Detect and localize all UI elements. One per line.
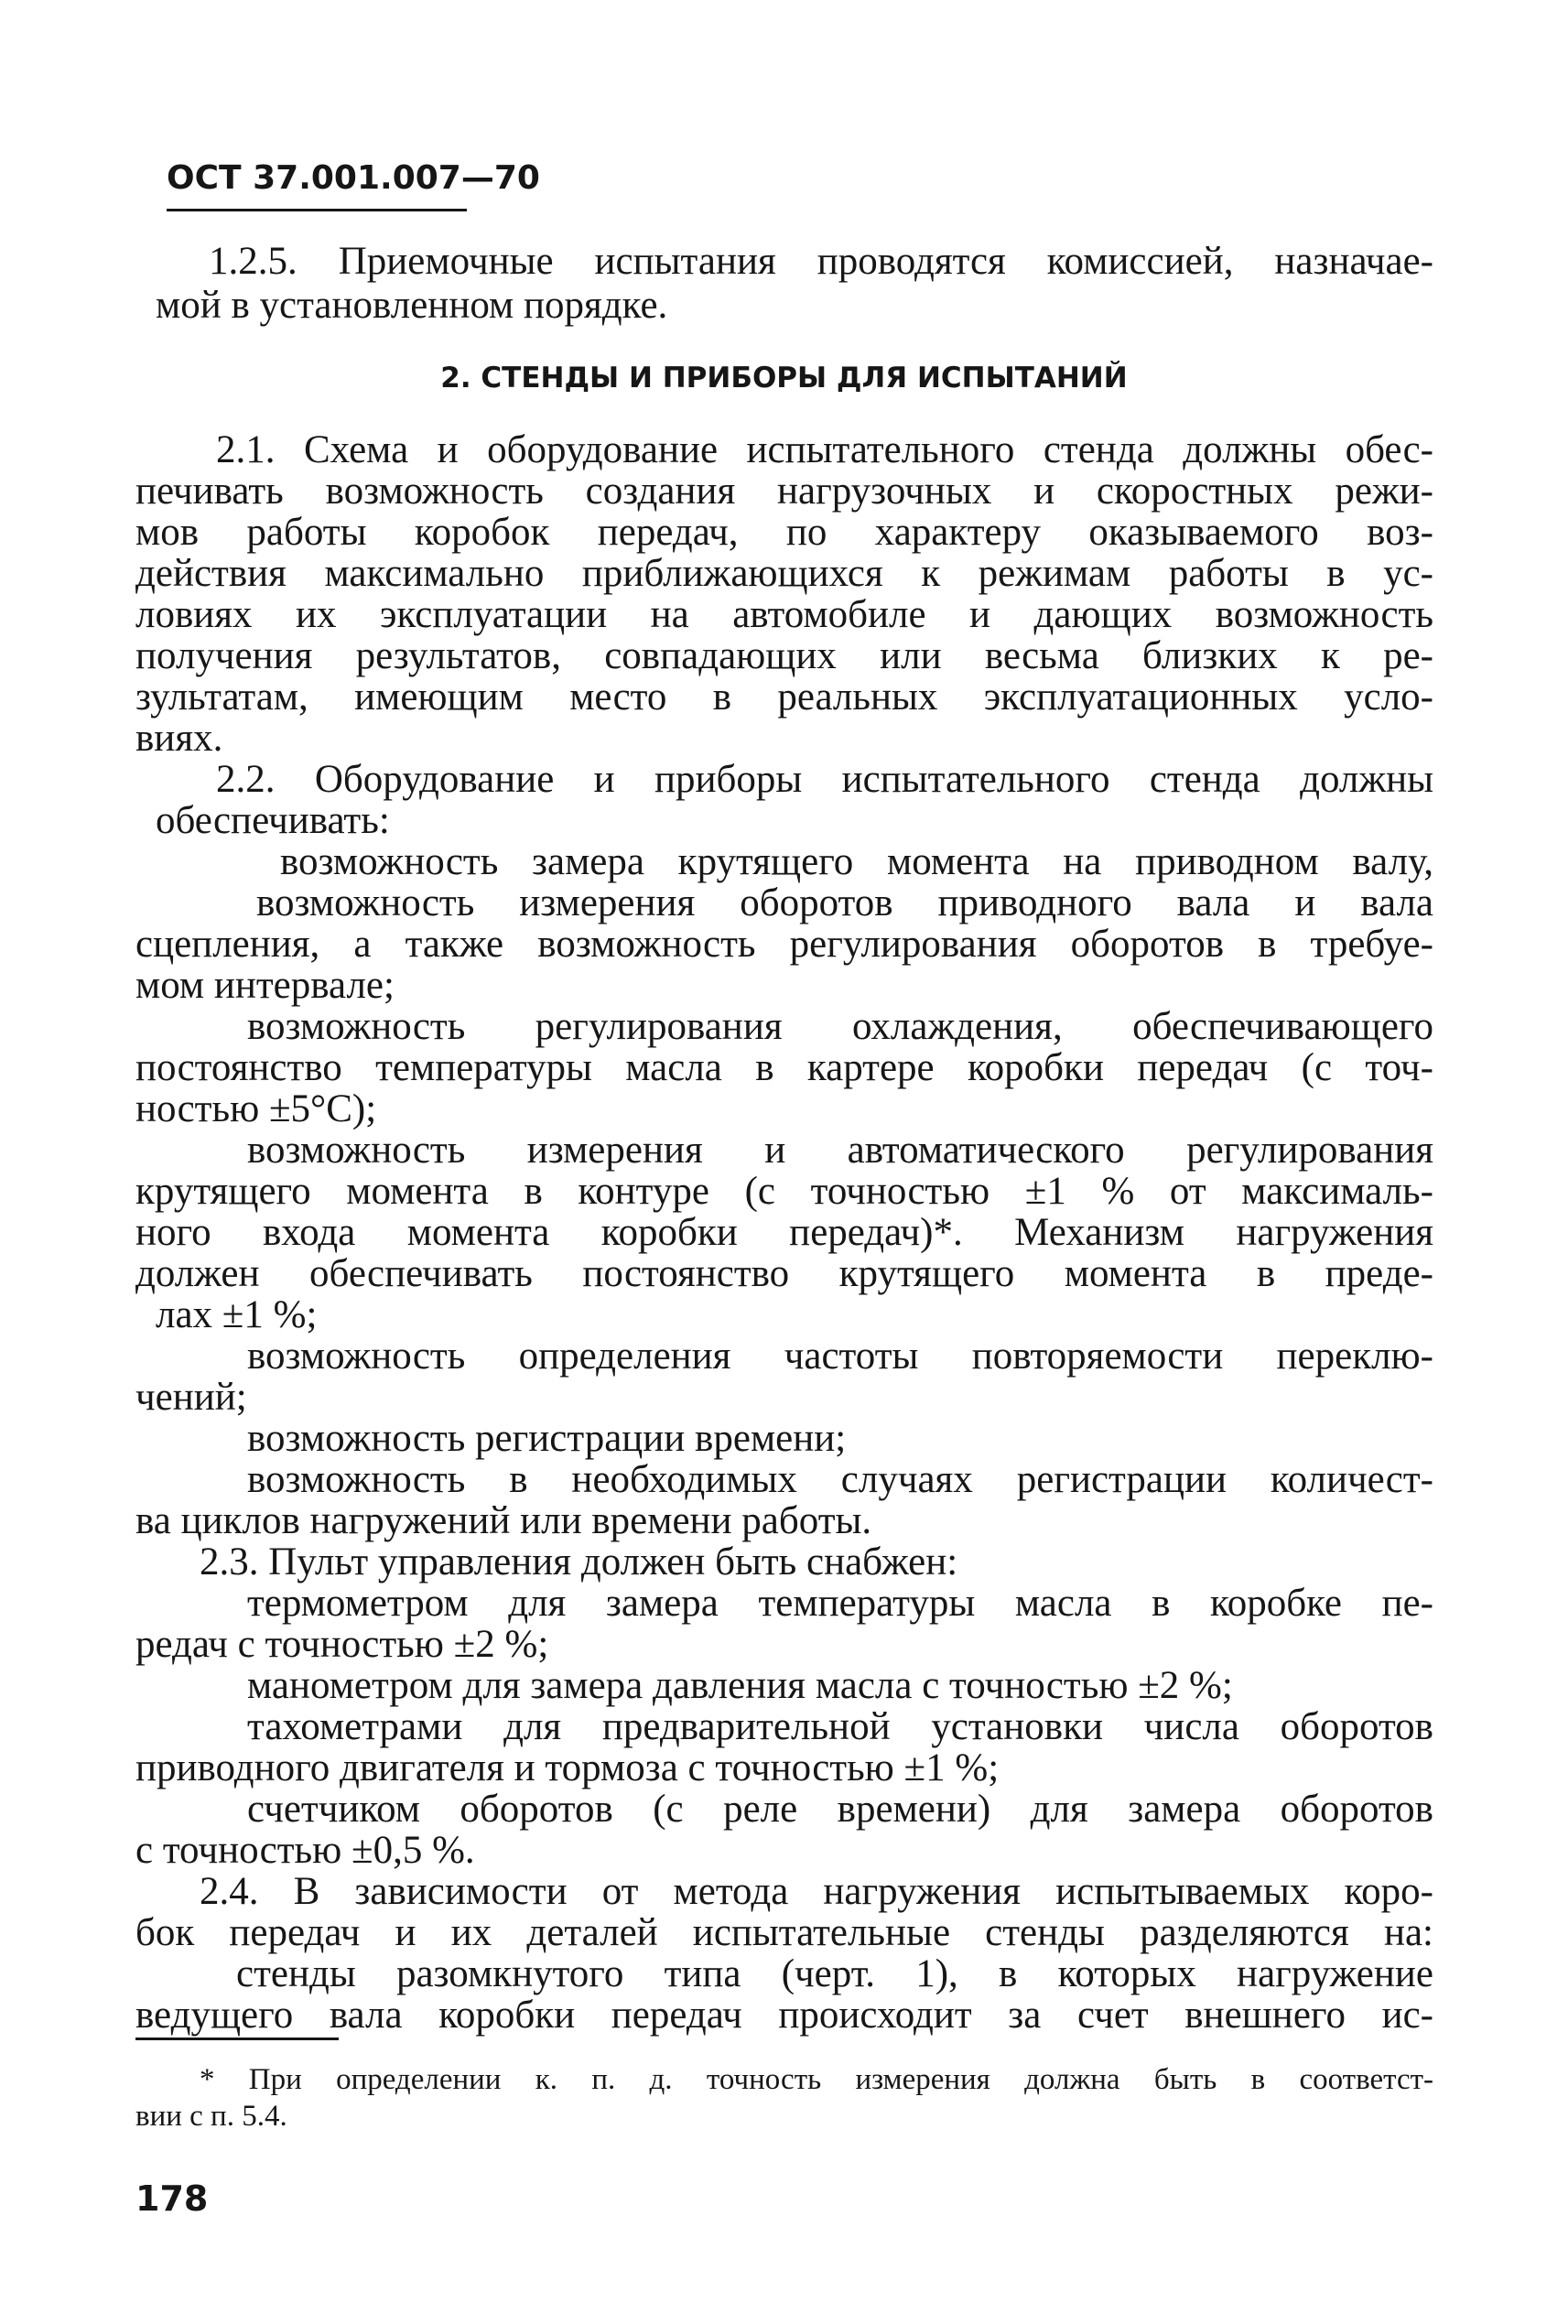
paragraph-line: постоянство температуры масла в картере коробки передач (с точ-	[135, 1046, 1433, 1089]
paragraph-line: бок передач и их деталей испытательные стенды разделяются на:	[135, 1911, 1433, 1954]
paragraph-line: 2.1. Схема и оборудование испытательного стенда должны обес-	[216, 428, 1433, 471]
standard-code-header: ОСТ 37.001.007—70	[167, 159, 540, 197]
paragraph-line: чений;	[135, 1376, 247, 1419]
paragraph-line: термометром для замера температуры масла в коробке пе-	[247, 1582, 1433, 1625]
paragraph-line: 2.4. В зависимости от метода нагружения испытываемых коро-	[200, 1870, 1433, 1913]
paragraph-line: мов работы коробок передач, по характеру оказываемого воз-	[135, 511, 1433, 554]
paragraph-line: возможность в необходимых случаях регистрации количест-	[247, 1458, 1433, 1501]
paragraph-line: 1.2.5. Приемочные испытания проводятся комиссией, назначае-	[209, 240, 1433, 283]
paragraph-line: обеспечивать:	[156, 799, 390, 842]
paragraph-line: сцепления, а также возможность регулирования оборотов в требуе-	[135, 923, 1433, 966]
paragraph-line: ностью ±5°C);	[135, 1087, 377, 1130]
paragraph-line: стенды разомкнутого типа (черт. 1), в которых нагружение	[236, 1952, 1433, 1995]
paragraph-line: тахометрами для предварительной установки числа оборотов	[247, 1705, 1433, 1748]
paragraph-line: печивать возможность создания нагрузочных и скоростных режи-	[135, 470, 1433, 513]
paragraph-line: приводного двигателя и тормоза с точностью ±1 %;	[135, 1746, 1000, 1789]
header-rule	[167, 209, 467, 211]
paragraph-line: мой в установленном порядке.	[156, 284, 668, 327]
page-number: 178	[135, 2178, 209, 2219]
paragraph-line: манометром для замера давления масла с точностью ±2 %;	[247, 1664, 1233, 1707]
paragraph-line: счетчиком оборотов (с реле времени) для замера оборотов	[247, 1788, 1433, 1831]
paragraph-line: получения результатов, совпадающих или весьма близких к ре-	[135, 634, 1433, 677]
paragraph-line: зультатам, имеющим место в реальных эксплуатационных усло-	[135, 676, 1433, 719]
section-heading: 2. СТЕНДЫ И ПРИБОРЫ ДЛЯ ИСПЫТАНИЙ	[440, 362, 1128, 395]
paragraph-line: редач с точностью ±2 %;	[135, 1623, 549, 1666]
paragraph-line: крутящего момента в контуре (с точностью ±1 % от максималь-	[135, 1170, 1433, 1213]
footnote-line: вии с п. 5.4.	[135, 2100, 287, 2133]
paragraph-line: мом интервале;	[135, 964, 395, 1007]
paragraph-line: ва циклов нагружений или времени работы.	[135, 1499, 872, 1542]
paragraph-line: возможность определения частоты повторяемости переклю-	[247, 1335, 1433, 1378]
paragraph-line: действия максимально приближающихся к режимам работы в ус-	[135, 552, 1433, 595]
paragraph-line: возможность регистрации времени;	[247, 1417, 847, 1460]
paragraph-line: виях.	[135, 717, 223, 760]
paragraph-line: 2.2. Оборудование и приборы испытательного стенда должны	[216, 758, 1433, 801]
paragraph-line: должен обеспечивать постоянство крутящего момента в преде-	[135, 1252, 1433, 1295]
paragraph-line: возможность измерения и автоматического регулирования	[247, 1129, 1433, 1172]
paragraph-line: ловиях их эксплуатации на автомобиле и дающих возможность	[135, 593, 1433, 636]
footnote-line: * При определении к. п. д. точность измерения должна быть в соответст-	[200, 2063, 1433, 2096]
footnote-rule	[135, 2038, 339, 2040]
paragraph-line: возможность измерения оборотов приводного вала и вала	[256, 881, 1433, 924]
paragraph-line: 2.3. Пульт управления должен быть снабжен:	[200, 1540, 958, 1584]
paragraph-line: ного входа момента коробки передач)*. Механизм нагружения	[135, 1211, 1433, 1254]
paragraph-line: ведущего вала коробки передач происходит за счет внешнего ис-	[135, 1994, 1433, 2037]
paragraph-line: возможность замера крутящего момента на приводном валу,	[280, 840, 1433, 883]
paragraph-line: возможность регулирования охлаждения, обеспечивающего	[247, 1005, 1433, 1048]
paragraph-line: лах ±1 %;	[156, 1293, 318, 1336]
paragraph-line: с точностью ±0,5 %.	[135, 1829, 475, 1872]
